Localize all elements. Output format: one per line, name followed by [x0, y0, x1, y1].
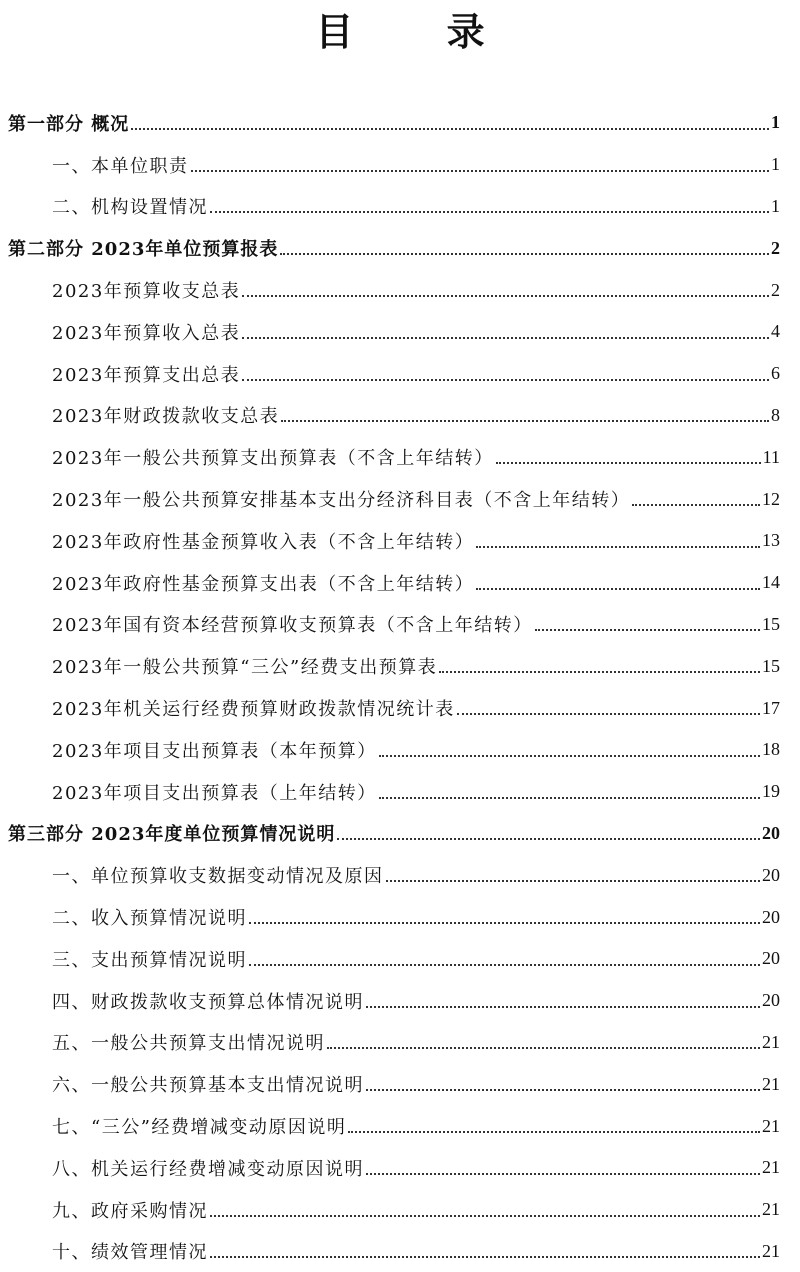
- toc-entry[interactable]: [0, 1231, 800, 1272]
- toc-entry-label: 二、机构设置情况: [52, 197, 208, 219]
- toc-entry[interactable]: [0, 186, 800, 228]
- toc-entry-label: 一、本单位职责: [52, 155, 189, 177]
- dot-leader: [280, 253, 769, 255]
- toc-entry[interactable]: [0, 729, 800, 771]
- toc-entry-label: 一、单位预算收支数据变动情况及原因: [52, 866, 384, 888]
- dot-leader: [386, 880, 761, 882]
- toc-entry-label: 2023年一般公共预算安排基本支出分经济科目表（不含上年结转）: [52, 490, 631, 512]
- toc-entry-label: 十、绩效管理情况: [52, 1242, 208, 1264]
- toc-page-number: 20: [762, 864, 780, 885]
- toc-page-number: 20: [762, 990, 780, 1011]
- toc-entry[interactable]: [0, 980, 800, 1022]
- dot-leader: [439, 671, 760, 673]
- toc-entry[interactable]: [0, 478, 800, 520]
- toc-entry-label: 2023年预算收入总表: [52, 322, 241, 344]
- toc-page-number: 18: [762, 739, 780, 760]
- dot-leader: [535, 629, 760, 631]
- toc-entry[interactable]: [0, 1063, 800, 1105]
- toc-entry-label: 2023年财政拨款收支总表: [52, 406, 280, 428]
- toc-entry-label: 2023年预算收支总表: [52, 281, 241, 303]
- toc-entry-label: 2023年预算支出总表: [52, 364, 241, 386]
- dot-leader: [457, 713, 760, 715]
- toc-entry[interactable]: [0, 1189, 800, 1231]
- dot-leader: [496, 462, 761, 464]
- toc-entry[interactable]: [0, 1105, 800, 1147]
- toc-page-number: 14: [762, 572, 780, 593]
- toc-entry[interactable]: [0, 562, 800, 604]
- toc-entry-label: 二、收入预算情况说明: [52, 908, 247, 930]
- toc-entry[interactable]: [0, 144, 800, 186]
- table-of-contents: [0, 102, 800, 1272]
- toc-entry-label: 2023年机关运行经费预算财政拨款情况统计表: [52, 699, 455, 721]
- toc-part-entry[interactable]: [0, 813, 800, 855]
- toc-page-number: 1: [771, 112, 780, 133]
- page-title: 目 录: [315, 9, 525, 54]
- dot-leader: [242, 337, 769, 339]
- dot-leader: [249, 922, 760, 924]
- dot-leader: [379, 755, 760, 757]
- toc-entry-label: 五、一般公共预算支出情况说明: [52, 1033, 325, 1055]
- dot-leader: [379, 797, 760, 799]
- toc-page-number: 15: [762, 613, 780, 634]
- toc-entry-label: 八、机关运行经费增减变动原因说明: [52, 1158, 364, 1180]
- dot-leader: [366, 1089, 760, 1091]
- dot-leader: [366, 1006, 760, 1008]
- toc-page-number: 1: [771, 195, 780, 216]
- toc-entry-label: 七、“三公”经费增减变动原因说明: [52, 1117, 347, 1139]
- dot-leader: [281, 420, 769, 422]
- toc-entry-label: 2023年项目支出预算表（上年结转）: [52, 782, 377, 804]
- dot-leader: [366, 1173, 760, 1175]
- toc-entry-label: 2023年政府性基金预算支出表（不含上年结转）: [52, 573, 475, 595]
- toc-page-number: 21: [762, 1157, 780, 1178]
- dot-leader: [632, 504, 760, 506]
- toc-page-number: 20: [762, 906, 780, 927]
- toc-part-entry[interactable]: [0, 102, 800, 144]
- toc-page-number: 12: [762, 488, 780, 509]
- toc-page-number: 17: [762, 697, 780, 718]
- toc-page-number: 21: [762, 1115, 780, 1136]
- toc-page-number: 11: [762, 446, 780, 467]
- toc-page-number: 2: [771, 279, 780, 300]
- toc-entry-label: 三、支出预算情况说明: [52, 949, 247, 971]
- dot-leader: [337, 838, 760, 840]
- toc-page-number: 2: [771, 237, 780, 258]
- toc-entry[interactable]: [0, 311, 800, 353]
- toc-entry[interactable]: [0, 520, 800, 562]
- toc-entry[interactable]: [0, 1022, 800, 1064]
- toc-entry-label: 2023年政府性基金预算收入表（不含上年结转）: [52, 531, 475, 553]
- toc-entry[interactable]: [0, 938, 800, 980]
- toc-entry[interactable]: [0, 1147, 800, 1189]
- dot-leader: [191, 170, 770, 172]
- toc-entry[interactable]: [0, 604, 800, 646]
- toc-entry[interactable]: [0, 771, 800, 813]
- dot-leader: [131, 128, 769, 130]
- toc-page-number: 4: [771, 321, 780, 342]
- dot-leader: [242, 295, 769, 297]
- toc-page-number: 21: [762, 1199, 780, 1220]
- toc-page-number: 21: [762, 1031, 780, 1052]
- toc-page-number: 1: [771, 154, 780, 175]
- dot-leader: [249, 964, 760, 966]
- dot-leader: [242, 379, 769, 381]
- dot-leader: [476, 546, 760, 548]
- toc-entry[interactable]: [0, 269, 800, 311]
- toc-part-entry[interactable]: [0, 227, 800, 269]
- toc-page-number: 20: [762, 822, 780, 843]
- toc-entry[interactable]: [0, 854, 800, 896]
- dot-leader: [348, 1131, 760, 1133]
- dot-leader: [210, 1215, 760, 1217]
- toc-entry-label: 第一部分 概况: [8, 113, 130, 135]
- toc-page-number: 20: [762, 948, 780, 969]
- toc-entry-label: 六、一般公共预算基本支出情况说明: [52, 1075, 364, 1097]
- toc-entry-label: 四、财政拨款收支预算总体情况说明: [52, 991, 364, 1013]
- toc-entry[interactable]: [0, 645, 800, 687]
- toc-page-number: 8: [771, 404, 780, 425]
- dot-leader: [476, 588, 760, 590]
- toc-entry[interactable]: [0, 353, 800, 395]
- toc-entry[interactable]: [0, 395, 800, 437]
- toc-entry[interactable]: [0, 436, 800, 478]
- toc-entry-label: 第二部分 2023年单位预算报表: [8, 239, 279, 261]
- toc-page-number: 21: [762, 1240, 780, 1261]
- toc-page-number: 21: [762, 1073, 780, 1094]
- toc-page-number: 6: [771, 363, 780, 384]
- toc-entry-label: 2023年项目支出预算表（本年预算）: [52, 740, 377, 762]
- toc-entry-label: 2023年一般公共预算支出预算表（不含上年结转）: [52, 448, 494, 470]
- dot-leader: [210, 211, 769, 213]
- toc-page-number: 13: [762, 530, 780, 551]
- toc-entry-label: 2023年一般公共预算“三公”经费支出预算表: [52, 657, 438, 679]
- toc-entry[interactable]: [0, 687, 800, 729]
- toc-entry-label: 九、政府采购情况: [52, 1200, 208, 1222]
- toc-entry[interactable]: [0, 896, 800, 938]
- dot-leader: [210, 1256, 760, 1258]
- toc-entry-label: 2023年国有资本经营预算收支预算表（不含上年结转）: [52, 615, 533, 637]
- dot-leader: [327, 1047, 760, 1049]
- toc-page-number: 19: [762, 781, 780, 802]
- toc-page-number: 15: [762, 655, 780, 676]
- toc-entry-label: 第三部分 2023年度单位预算情况说明: [8, 824, 336, 846]
